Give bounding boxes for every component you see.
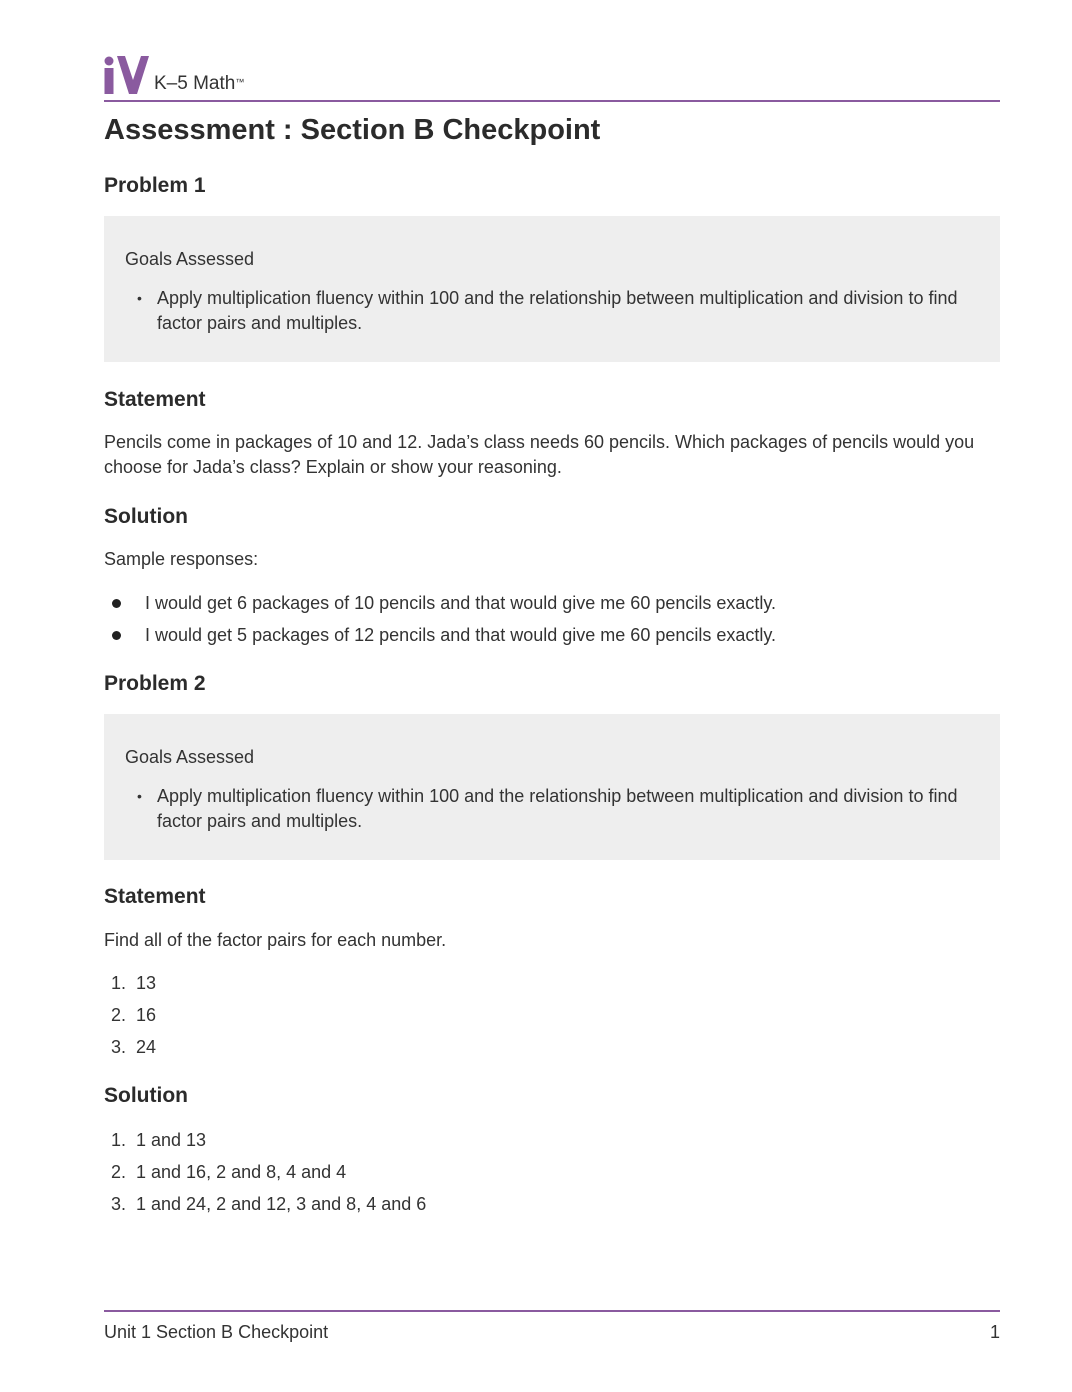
footer-rule [104, 1310, 1000, 1312]
goal-item: • Apply multiplication fluency within 100 and the relationship between multiplication and division to find factor pairs and multiples. [137, 786, 958, 831]
bullet-icon [112, 631, 121, 640]
numbered-list-item: 3. 24 [110, 1037, 157, 1057]
page-number: 1 [989, 1322, 1000, 1342]
problem-1-statement-heading: Statement [104, 388, 206, 411]
bullet-icon: • [137, 290, 142, 306]
problem-2-statement-heading: Statement [104, 885, 206, 908]
problem-2-heading: Problem 2 [104, 672, 206, 695]
goal-item: • Apply multiplication fluency within 100 and the relationship between multiplication and division to find factor pairs and multiples. [137, 288, 958, 333]
problem-2-statement: Find all of the factor pairs for each number. [104, 930, 447, 950]
footer-title: Unit 1 Section B Checkpoint [104, 1322, 329, 1342]
numbered-list-item: 2. 16 [110, 1005, 157, 1025]
problem-2-goals-box [104, 714, 1000, 860]
problem-1-goals-box [104, 216, 1000, 362]
goals-label: Goals Assessed [125, 747, 255, 767]
im-logo-icon [104, 56, 150, 94]
problem-1-heading: Problem 1 [104, 174, 206, 197]
problem-2-solution-heading: Solution [104, 1084, 188, 1107]
im-logo [104, 54, 244, 94]
bullet-icon [112, 599, 121, 608]
page-title: Assessment : Section B Checkpoint [104, 114, 601, 146]
goals-label: Goals Assessed [125, 249, 255, 269]
solution-intro: Sample responses: [104, 549, 259, 569]
problem-1-solution-heading: Solution [104, 505, 188, 528]
header-rule [104, 100, 1000, 102]
numbered-list-item: 2. 1 and 16, 2 and 8, 4 and 4 [110, 1162, 347, 1182]
bullet-icon: • [137, 788, 142, 804]
logo-text: K–5 Math™ [154, 73, 245, 94]
problem-1-statement: Pencils come in packages of 10 and 12. Jada’s class needs 60 pencils. Which packages of pencils would you choose for Jada’s class? Explain or show your reasoning. [104, 432, 975, 477]
numbered-list-item: 3. 1 and 24, 2 and 12, 3 and 8, 4 and 6 [110, 1194, 427, 1214]
numbered-list-item: 1. 13 [110, 973, 157, 993]
numbered-list-item: 1. 1 and 13 [110, 1130, 207, 1150]
